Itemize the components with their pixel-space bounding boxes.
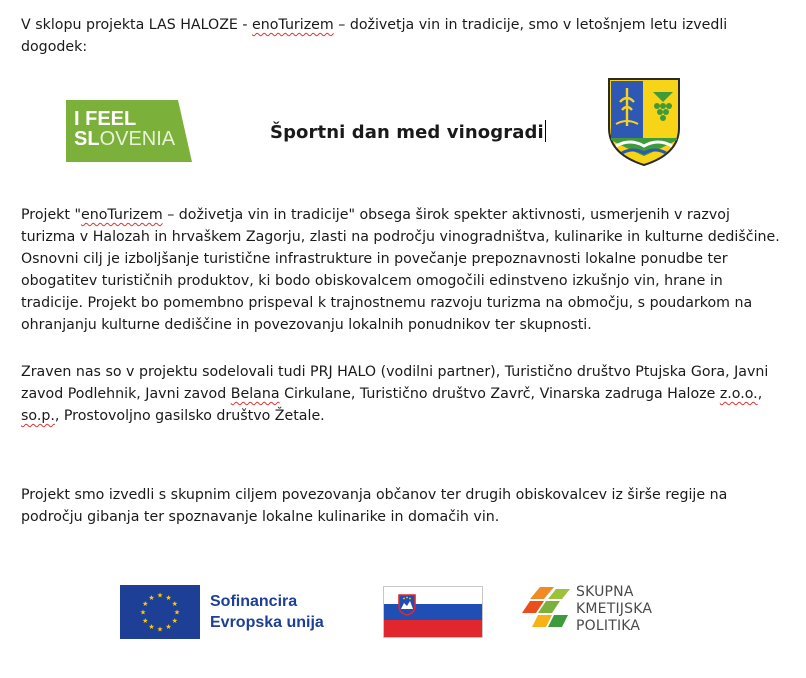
eu-logo-text (210, 591, 324, 633)
cap-logo-line2: KMETIJSKA (576, 601, 653, 617)
spellcheck-word: enoTurizem (252, 17, 334, 33)
eu-star-icon: ★ (142, 617, 149, 625)
ifs-line1: I FEEL (74, 108, 137, 130)
goal-paragraph: Projekt smo izvedli s skupnim ciljem povezovanja občanov ter drugih obiskovalcev iz širše regije na področju gibanja ter spoznavanje lokalne kulinarike in domačih vin. (21, 487, 728, 525)
partners-paragraph (21, 361, 786, 427)
eu-star-icon: ★ (148, 593, 155, 602)
eu-star-icon: ★ (171, 600, 178, 608)
eu-star-icon: ★ (148, 623, 155, 632)
eu-star-icon: ★ (165, 593, 172, 602)
spellcheck-word: enoTurizem (81, 207, 163, 223)
cap-logo-text (576, 584, 652, 635)
eu-star-icon: ★ (156, 591, 164, 600)
para1-text-b: – doživetja vin in tradicije" obsega širok spekter aktivnosti, usmerjenih v razvoj turizma v Halozah in hrvaškem Zagorju, zlasti na področju vinogradništva, kulinarike in kulturne dediščine. Osnovni cilj je izboljšanje turistične infrastrukture in povečanje prepoznavnosti lokalne ponudbe ter obogatitev turističnih produktov, ki bodo obiskovalcem omogočili edinstveno izkušnjo vin, hrane in tradicije. Projekt bo pomembno prispeval k trajnostnemu razvoju turizma na območju, s poudarkom na ohranjanju kulturne dediščine in povezovanju lokalnih ponudnikov ter skupnosti. (21, 207, 780, 333)
spellcheck-word: Belana (230, 386, 280, 402)
eu-star-icon: ★ (142, 600, 149, 608)
text-cursor (545, 120, 546, 142)
eu-logo-line1: Sofinancira (210, 593, 298, 610)
cap-logo-line3: POLITIKA (576, 618, 641, 634)
i-feel-slovenia-logo (66, 100, 192, 162)
eu-star-icon: ★ (165, 623, 172, 632)
intro-paragraph (21, 14, 786, 58)
eu-cofinanced-logo (120, 585, 348, 639)
event-title: Športni dan med vinogradi (270, 122, 544, 143)
para2-text-c: , (757, 386, 763, 402)
para2-text-d: , Prostovoljno gasilsko društvo Žetale. (54, 408, 325, 424)
ifs-line2a: SL (74, 128, 100, 150)
cap-logo-line1: SKUPNA (576, 584, 634, 600)
eu-star-icon: ★ (139, 608, 147, 617)
eu-flag-icon (120, 585, 200, 639)
svg-text:SLOVENIA (74, 128, 176, 150)
municipality-crest-icon (606, 76, 682, 168)
slovenia-flag-icon (383, 586, 483, 638)
spellcheck-word: so.p. (21, 408, 55, 424)
para1-text-a: Projekt " (21, 207, 81, 223)
para2-text-a: Zraven nas so v projektu sodelovali tudi PRJ HALO (vodilni partner), Turistično društvo Ptujska Gora, Javni zavod Podlehnik, Javni zavod (21, 364, 769, 402)
eu-star-icon: ★ (171, 617, 178, 625)
eu-star-icon: ★ (173, 608, 181, 617)
ifs-line2b: OVENIA (99, 128, 176, 150)
para2-text-b: Cirkulane, Turistično društvo Zavrč, Vinarska zadruga Haloze (279, 386, 720, 402)
eu-star-icon: ★ (156, 625, 164, 634)
intro-text-1: V sklopu projekta LAS HALOZE - (21, 17, 253, 33)
slovenia-coat-of-arms-icon (398, 594, 416, 616)
description-paragraph (21, 204, 786, 336)
spellcheck-word: z.o.o. (719, 386, 758, 402)
intro-text-2: – doživetja vin in tradicije, smo v letošnjem letu izvedli dogodek: (21, 17, 728, 55)
eu-logo-line2: Evropska unija (210, 614, 324, 631)
